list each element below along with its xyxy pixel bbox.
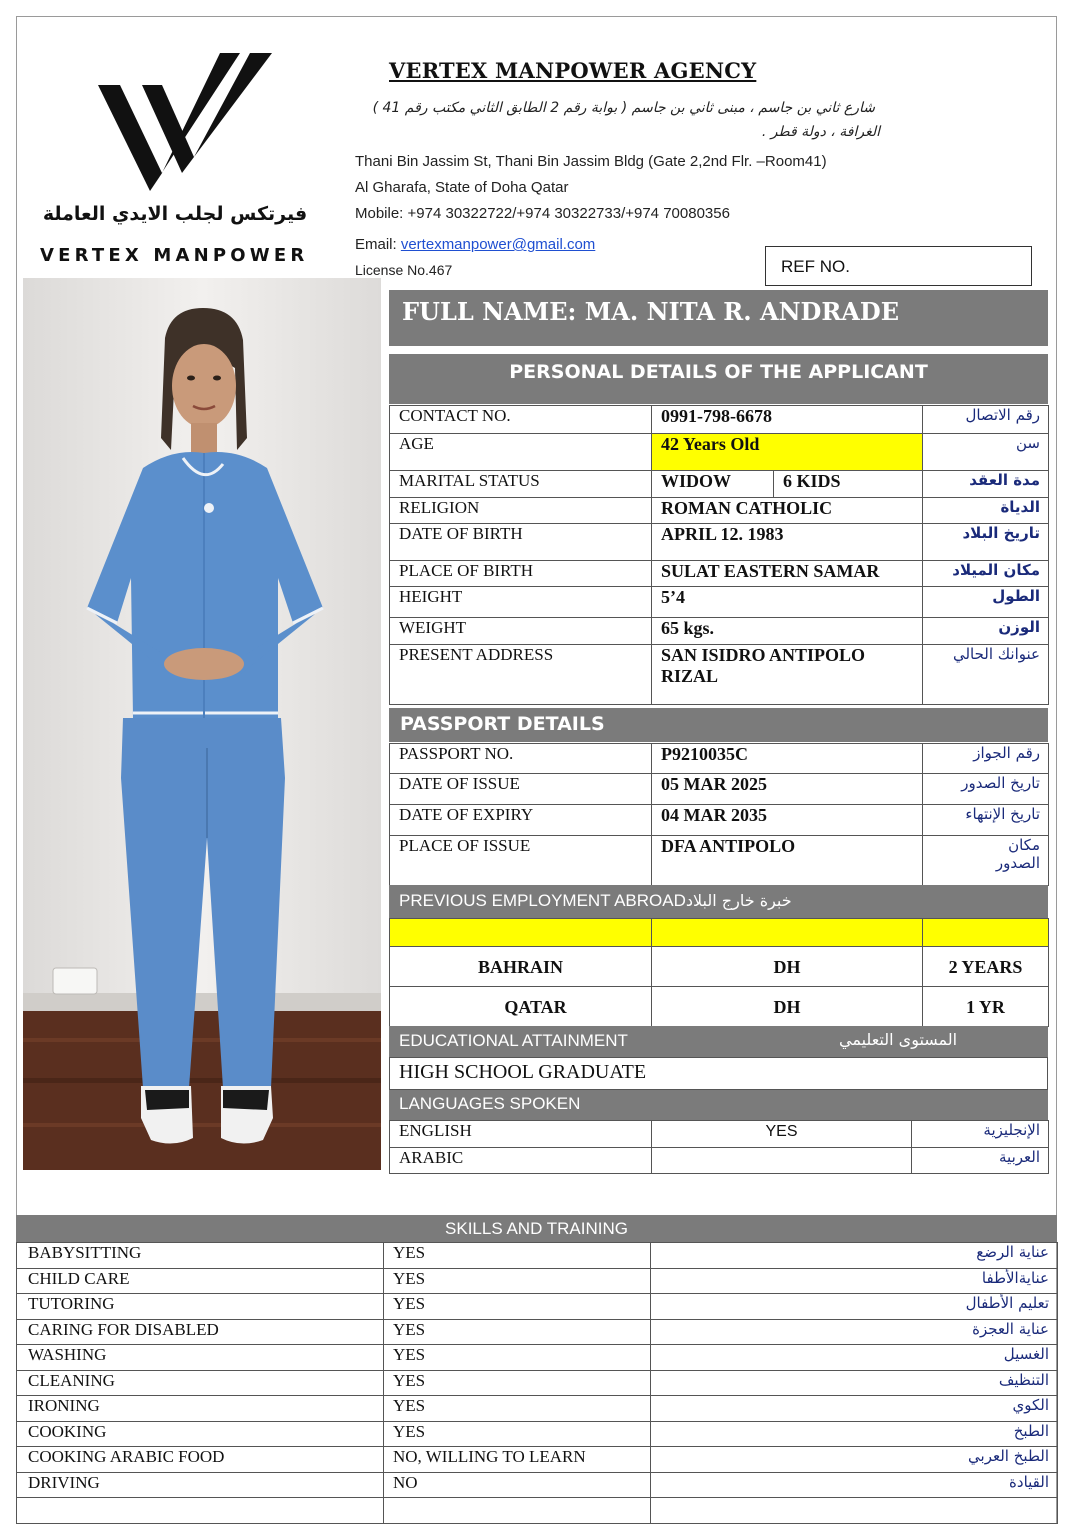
employment-duration: 2 YEARS [923, 947, 1049, 987]
education-value: HIGH SCHOOL GRADUATE [390, 1058, 1048, 1090]
applicant-photo [23, 278, 381, 1170]
table-row [390, 498, 1049, 524]
education-table [389, 1057, 1048, 1090]
table-row [17, 1472, 1058, 1498]
education-title [389, 1026, 1048, 1057]
employment-country: QATAR [390, 987, 652, 1027]
dob-label: DATE OF BIRTH [390, 524, 652, 561]
skill-arabic: تعليم الأطفال [651, 1294, 1058, 1320]
ref-no-box: REF NO. [765, 246, 1032, 286]
language-value [652, 1148, 912, 1174]
arabic-address-line-1: شارع ثاني بن جاسم ، مبنى ثاني بن جاسم ( بوابة رقم 2 الطابق الثاني مكتب رقم 41 ) [372, 100, 875, 116]
skill-arabic: عنايةالأطفا [651, 1268, 1058, 1294]
language-name: ARABIC [390, 1148, 652, 1174]
table-row [17, 1243, 1058, 1269]
mobile-line: Mobile: +974 30322722/+974 30322733/+974 70080356 [355, 205, 730, 222]
issue-place-arabic-line-1: مكان [1008, 836, 1040, 854]
weight-arabic-label: الوزن [923, 618, 1049, 645]
email-line [355, 236, 595, 253]
personal-details-table [389, 405, 1049, 705]
contact-arabic-label: رقم الاتصال [923, 406, 1049, 434]
languages-table [389, 1120, 1049, 1174]
address-line-2: Al Gharafa, State of Doha Qatar [355, 179, 569, 196]
employment-title-en: PREVIOUS EMPLOYMENT ABROAD [399, 891, 686, 910]
skill-value: YES [384, 1294, 651, 1320]
passport-details-table [389, 743, 1049, 886]
skill-value: YES [384, 1345, 651, 1371]
table-row [17, 1498, 1058, 1524]
age-value: 42 Years Old [652, 434, 923, 471]
personal-details-title: PERSONAL DETAILS OF THE APPLICANT [389, 354, 1048, 404]
education-title-en: EDUCATIONAL ATTAINMENT [399, 1031, 628, 1050]
skill-arabic: التنظيف [651, 1370, 1058, 1396]
table-row [390, 1058, 1048, 1090]
skill-value [384, 1498, 651, 1524]
skill-name: IRONING [17, 1396, 384, 1422]
skills-table [16, 1242, 1058, 1524]
employment-position: DH [652, 987, 923, 1027]
logo-arabic-text: فيرتكس لجلب الايدي العاملة [42, 203, 308, 225]
skill-name: CLEANING [17, 1370, 384, 1396]
education-title-ar: المستوى التعليمي [839, 1030, 958, 1049]
language-arabic: الإنجليزية [912, 1121, 1049, 1148]
email-link[interactable]: vertexmanpower@gmail.com [400, 236, 596, 253]
table-row [390, 805, 1049, 836]
issue-place-label: PLACE OF ISSUE [390, 836, 652, 886]
issue-place-value: DFA ANTIPOLO [652, 836, 923, 886]
dob-arabic-label: تاريخ البلاد [923, 524, 1049, 561]
height-value: 5’4 [652, 587, 923, 618]
pob-label: PLACE OF BIRTH [390, 561, 652, 587]
vw-logo-icon [90, 45, 290, 195]
table-row [390, 1121, 1049, 1148]
weight-label: WEIGHT [390, 618, 652, 645]
issue-date-value: 05 MAR 2025 [652, 774, 923, 805]
skill-arabic: القيادة [651, 1472, 1058, 1498]
table-row [390, 471, 1049, 498]
table-row [390, 836, 1049, 886]
age-arabic-label: سن [923, 434, 1049, 471]
skill-value: YES [384, 1268, 651, 1294]
arabic-address-line-2: الغرافة ، دولة قطر . [761, 124, 880, 140]
kids-value: 6 KIDS [774, 471, 923, 498]
license-line: License No.467 [355, 262, 453, 278]
table-row [17, 1319, 1058, 1345]
dob-value: APRIL 12. 1983 [652, 524, 923, 561]
issue-place-arabic-label [923, 836, 1049, 886]
skill-name: WASHING [17, 1345, 384, 1371]
address-value-line-1: SAN ISIDRO ANTIPOLO [661, 645, 866, 665]
table-row [390, 774, 1049, 805]
skill-arabic: الطبخ العربي [651, 1447, 1058, 1473]
skill-name: COOKING [17, 1421, 384, 1447]
pob-arabic-label: مكان الميلاد [923, 561, 1049, 587]
table-row [390, 744, 1049, 774]
table-row [390, 561, 1049, 587]
full-name-bar: FULL NAME: MA. NITA R. ANDRADE [389, 290, 1048, 346]
address-line-1: Thani Bin Jassim St, Thani Bin Jassim Bldg (Gate 2,2nd Flr. –Room41) [355, 153, 827, 170]
skill-value: YES [384, 1243, 651, 1269]
religion-label: RELIGION [390, 498, 652, 524]
employment-duration: 1 YR [923, 987, 1049, 1027]
table-row [390, 618, 1049, 645]
height-label: HEIGHT [390, 587, 652, 618]
skill-name: CHILD CARE [17, 1268, 384, 1294]
employment-header-cell [652, 919, 923, 947]
skill-name: TUTORING [17, 1294, 384, 1320]
expiry-date-label: DATE OF EXPIRY [390, 805, 652, 836]
table-row [390, 587, 1049, 618]
skill-value: NO [384, 1472, 651, 1498]
skill-name: CARING FOR DISABLED [17, 1319, 384, 1345]
skill-name: BABYSITTING [17, 1243, 384, 1269]
marital-value: WIDOW [652, 471, 774, 498]
table-row [17, 1447, 1058, 1473]
issue-place-arabic-line-2: الصدور [995, 854, 1040, 872]
table-row [390, 919, 1049, 947]
address-value [652, 645, 923, 705]
languages-title: LANGUAGES SPOKEN [389, 1090, 1048, 1120]
skill-value: YES [384, 1396, 651, 1422]
table-row [390, 645, 1049, 705]
table-row [17, 1294, 1058, 1320]
skill-arabic: الطبخ [651, 1421, 1058, 1447]
skill-value: YES [384, 1421, 651, 1447]
expiry-date-arabic-label: تاريخ الإنتهاء [923, 805, 1049, 836]
contact-value: 0991-798-6678 [652, 406, 923, 434]
language-value: YES [652, 1121, 912, 1148]
address-label: PRESENT ADDRESS [390, 645, 652, 705]
marital-label: MARITAL STATUS [390, 471, 652, 498]
skill-value: YES [384, 1319, 651, 1345]
passport-no-arabic-label: رقم الجواز [923, 744, 1049, 774]
skill-arabic: عناية العجزة [651, 1319, 1058, 1345]
email-label: Email: [355, 236, 401, 253]
skill-arabic: عناية الرضع [651, 1243, 1058, 1269]
weight-value: 65 kgs. [652, 618, 923, 645]
table-row [17, 1396, 1058, 1422]
table-row [390, 406, 1049, 434]
marital-arabic-label: مدة العقد [923, 471, 1049, 498]
passport-no-label: PASSPORT NO. [390, 744, 652, 774]
skill-value: YES [384, 1370, 651, 1396]
logo-english-text: VERTEX MANPOWER [40, 245, 309, 266]
table-row [390, 434, 1049, 471]
expiry-date-value: 04 MAR 2035 [652, 805, 923, 836]
age-label: AGE [390, 434, 652, 471]
height-arabic-label: الطول [923, 587, 1049, 618]
skill-name: COOKING ARABIC FOOD [17, 1447, 384, 1473]
passport-details-title: PASSPORT DETAILS [389, 708, 1048, 742]
employment-header-cell [390, 919, 652, 947]
skill-value: NO, WILLING TO LEARN [384, 1447, 651, 1473]
table-row [390, 524, 1049, 561]
skills-title: SKILLS AND TRAINING [16, 1215, 1057, 1242]
address-arabic-label: عنوانك الحالي [923, 645, 1049, 705]
employment-title-ar: خبرة خارج البلاد [685, 891, 792, 910]
employment-country: BAHRAIN [390, 947, 652, 987]
employment-header-cell [923, 919, 1049, 947]
pob-value: SULAT EASTERN SAMAR [652, 561, 923, 587]
religion-arabic-label: الدياة [923, 498, 1049, 524]
contact-label: CONTACT NO. [390, 406, 652, 434]
skill-name: DRIVING [17, 1472, 384, 1498]
table-row [390, 987, 1049, 1027]
skill-name [17, 1498, 384, 1524]
language-name: ENGLISH [390, 1121, 652, 1148]
employment-position: DH [652, 947, 923, 987]
table-row [17, 1268, 1058, 1294]
table-row [17, 1370, 1058, 1396]
employment-title [389, 885, 1048, 918]
table-row [390, 947, 1049, 987]
table-row [390, 1148, 1049, 1174]
agency-title: VERTEX MANPOWER AGENCY [389, 58, 757, 83]
issue-date-arabic-label: تاريخ الصدور [923, 774, 1049, 805]
table-row [17, 1421, 1058, 1447]
table-row [17, 1345, 1058, 1371]
employment-table [389, 918, 1049, 1027]
passport-no-value: P9210035C [652, 744, 923, 774]
religion-value: ROMAN CATHOLIC [652, 498, 923, 524]
skill-arabic: الكوي [651, 1396, 1058, 1422]
skill-arabic: الغسيل [651, 1345, 1058, 1371]
language-arabic: العربية [912, 1148, 1049, 1174]
address-value-line-2: RIZAL [661, 666, 719, 686]
issue-date-label: DATE OF ISSUE [390, 774, 652, 805]
skill-arabic [651, 1498, 1058, 1524]
